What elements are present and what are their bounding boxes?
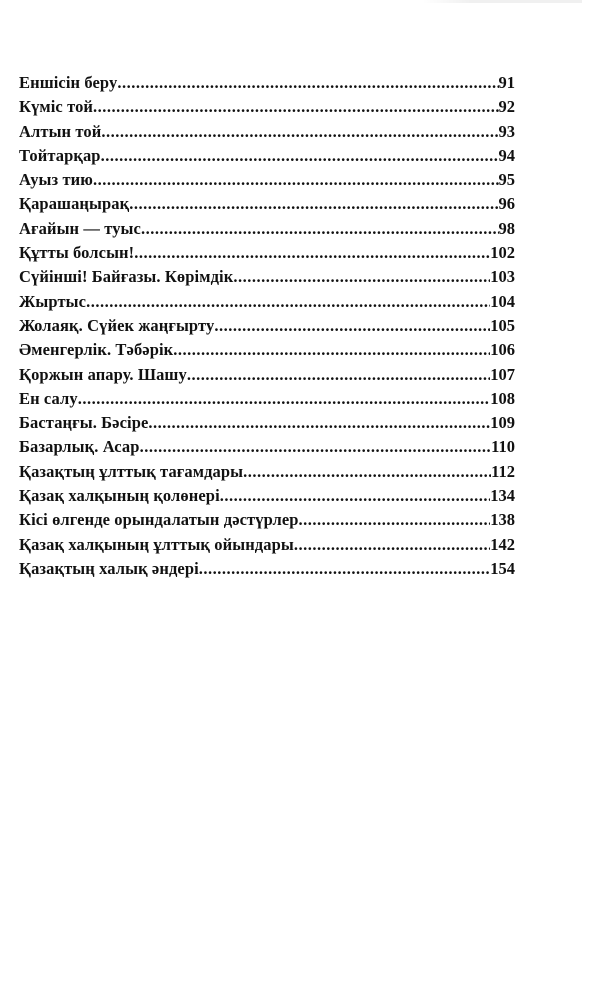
toc-entry-title: Әменгерлік. Тәбәрік bbox=[19, 340, 174, 360]
toc-dot-leader bbox=[243, 460, 491, 484]
toc-entry-page: 106 bbox=[490, 340, 515, 360]
toc-entry-title: Қоржын апару. Шашу bbox=[19, 364, 187, 384]
toc-entry-title: Құтты болсын! bbox=[19, 243, 135, 263]
toc-entry-page: 104 bbox=[490, 291, 515, 311]
toc-entry-page: 92 bbox=[498, 97, 515, 117]
toc-dot-leader bbox=[86, 290, 490, 314]
toc-entry-page: 98 bbox=[498, 218, 515, 238]
toc-entry-page: 94 bbox=[498, 145, 515, 165]
toc-entry bbox=[19, 387, 515, 411]
toc-entry-page: 134 bbox=[490, 486, 515, 506]
toc-entry-title: Тойтарқар bbox=[19, 145, 101, 165]
toc-dot-leader bbox=[141, 217, 499, 241]
toc-dot-leader bbox=[294, 533, 490, 557]
toc-dot-leader bbox=[93, 95, 498, 119]
toc-entry-title: Жолаяқ. Сүйек жаңғырту bbox=[19, 315, 215, 335]
toc-entry-page: 96 bbox=[498, 194, 515, 214]
toc-entry-page: 110 bbox=[491, 437, 515, 457]
toc-entry-title: Қазақ халқының ұлттық ойындары bbox=[19, 534, 294, 554]
toc-entry-title: Алтын той bbox=[19, 121, 102, 141]
toc-entry-title: Қарашаңырақ bbox=[19, 194, 130, 214]
toc-entry bbox=[19, 557, 515, 581]
toc-entry-page: 105 bbox=[490, 315, 515, 335]
toc-entry-page: 154 bbox=[490, 558, 515, 578]
toc-dot-leader bbox=[129, 192, 498, 216]
toc-entry bbox=[19, 435, 515, 459]
toc-entry-title: Қазақтың ұлттық тағамдары bbox=[19, 461, 244, 481]
toc-entry-title: Ауыз тию bbox=[19, 170, 94, 190]
toc-entry-page: 91 bbox=[498, 73, 515, 92]
toc-entry-title: Ен салу bbox=[19, 388, 78, 408]
toc-entry-page: 93 bbox=[498, 121, 515, 141]
toc-entry-title: Қазақ халқының қолөнері bbox=[19, 486, 220, 506]
toc-dot-leader bbox=[214, 314, 490, 338]
toc-dot-leader bbox=[187, 363, 490, 387]
toc-entry-page: 112 bbox=[491, 461, 515, 481]
toc-entry-title: Базарлық. Асар bbox=[19, 437, 140, 457]
toc-entry bbox=[19, 508, 515, 532]
page-edge-shadow bbox=[422, 0, 582, 3]
toc-entry bbox=[19, 484, 515, 508]
toc-entry-title: Жыртыс bbox=[19, 291, 87, 311]
toc-entry bbox=[19, 120, 515, 144]
toc-dot-leader bbox=[93, 168, 498, 192]
toc-entry-page: 107 bbox=[490, 364, 515, 384]
toc-entry-title: Күміс той bbox=[19, 97, 94, 117]
toc-dot-leader bbox=[299, 508, 491, 532]
toc-dot-leader bbox=[101, 144, 499, 168]
toc-entry-title: Ағайын — туыс bbox=[19, 218, 141, 238]
toc-entry bbox=[19, 338, 515, 362]
toc-entry-page: 103 bbox=[490, 267, 515, 287]
table-of-contents bbox=[19, 71, 515, 581]
toc-entry-page: 108 bbox=[490, 388, 515, 408]
toc-entry bbox=[19, 411, 515, 435]
toc-entry bbox=[19, 363, 515, 387]
toc-entry-title: Қазақтың халық әндері bbox=[19, 558, 199, 578]
toc-entry-page: 95 bbox=[498, 170, 515, 190]
toc-dot-leader bbox=[117, 71, 498, 95]
toc-dot-leader bbox=[78, 387, 490, 411]
toc-entry bbox=[19, 71, 515, 95]
toc-entry-title: Еншісін беру bbox=[19, 73, 118, 92]
toc-dot-leader bbox=[134, 241, 490, 265]
toc-entry bbox=[19, 217, 515, 241]
toc-entry bbox=[19, 533, 515, 557]
toc-entry bbox=[19, 265, 515, 289]
toc-entry-page: 142 bbox=[490, 534, 515, 554]
toc-entry bbox=[19, 241, 515, 265]
toc-dot-leader bbox=[199, 557, 490, 581]
toc-entry-page: 138 bbox=[490, 510, 515, 530]
toc-dot-leader bbox=[101, 120, 498, 144]
toc-dot-leader bbox=[233, 265, 490, 289]
toc-entry-page: 109 bbox=[490, 413, 515, 433]
toc-entry-page: 102 bbox=[490, 243, 515, 263]
toc-entry bbox=[19, 168, 515, 192]
toc-entry bbox=[19, 95, 515, 119]
toc-entry-title: Бастаңғы. Бәсіре bbox=[19, 413, 149, 433]
toc-dot-leader bbox=[140, 435, 492, 459]
toc-dot-leader bbox=[220, 484, 490, 508]
toc-entry bbox=[19, 290, 515, 314]
toc-entry bbox=[19, 314, 515, 338]
toc-entry bbox=[19, 192, 515, 216]
toc-entry bbox=[19, 144, 515, 168]
toc-dot-leader bbox=[148, 411, 490, 435]
toc-entry-title: Кісі өлгенде орындалатын дәстүрлер bbox=[19, 510, 299, 530]
toc-entry-title: Сүйінші! Байғазы. Көрімдік bbox=[19, 267, 234, 287]
toc-entry bbox=[19, 460, 515, 484]
toc-dot-leader bbox=[173, 338, 490, 362]
